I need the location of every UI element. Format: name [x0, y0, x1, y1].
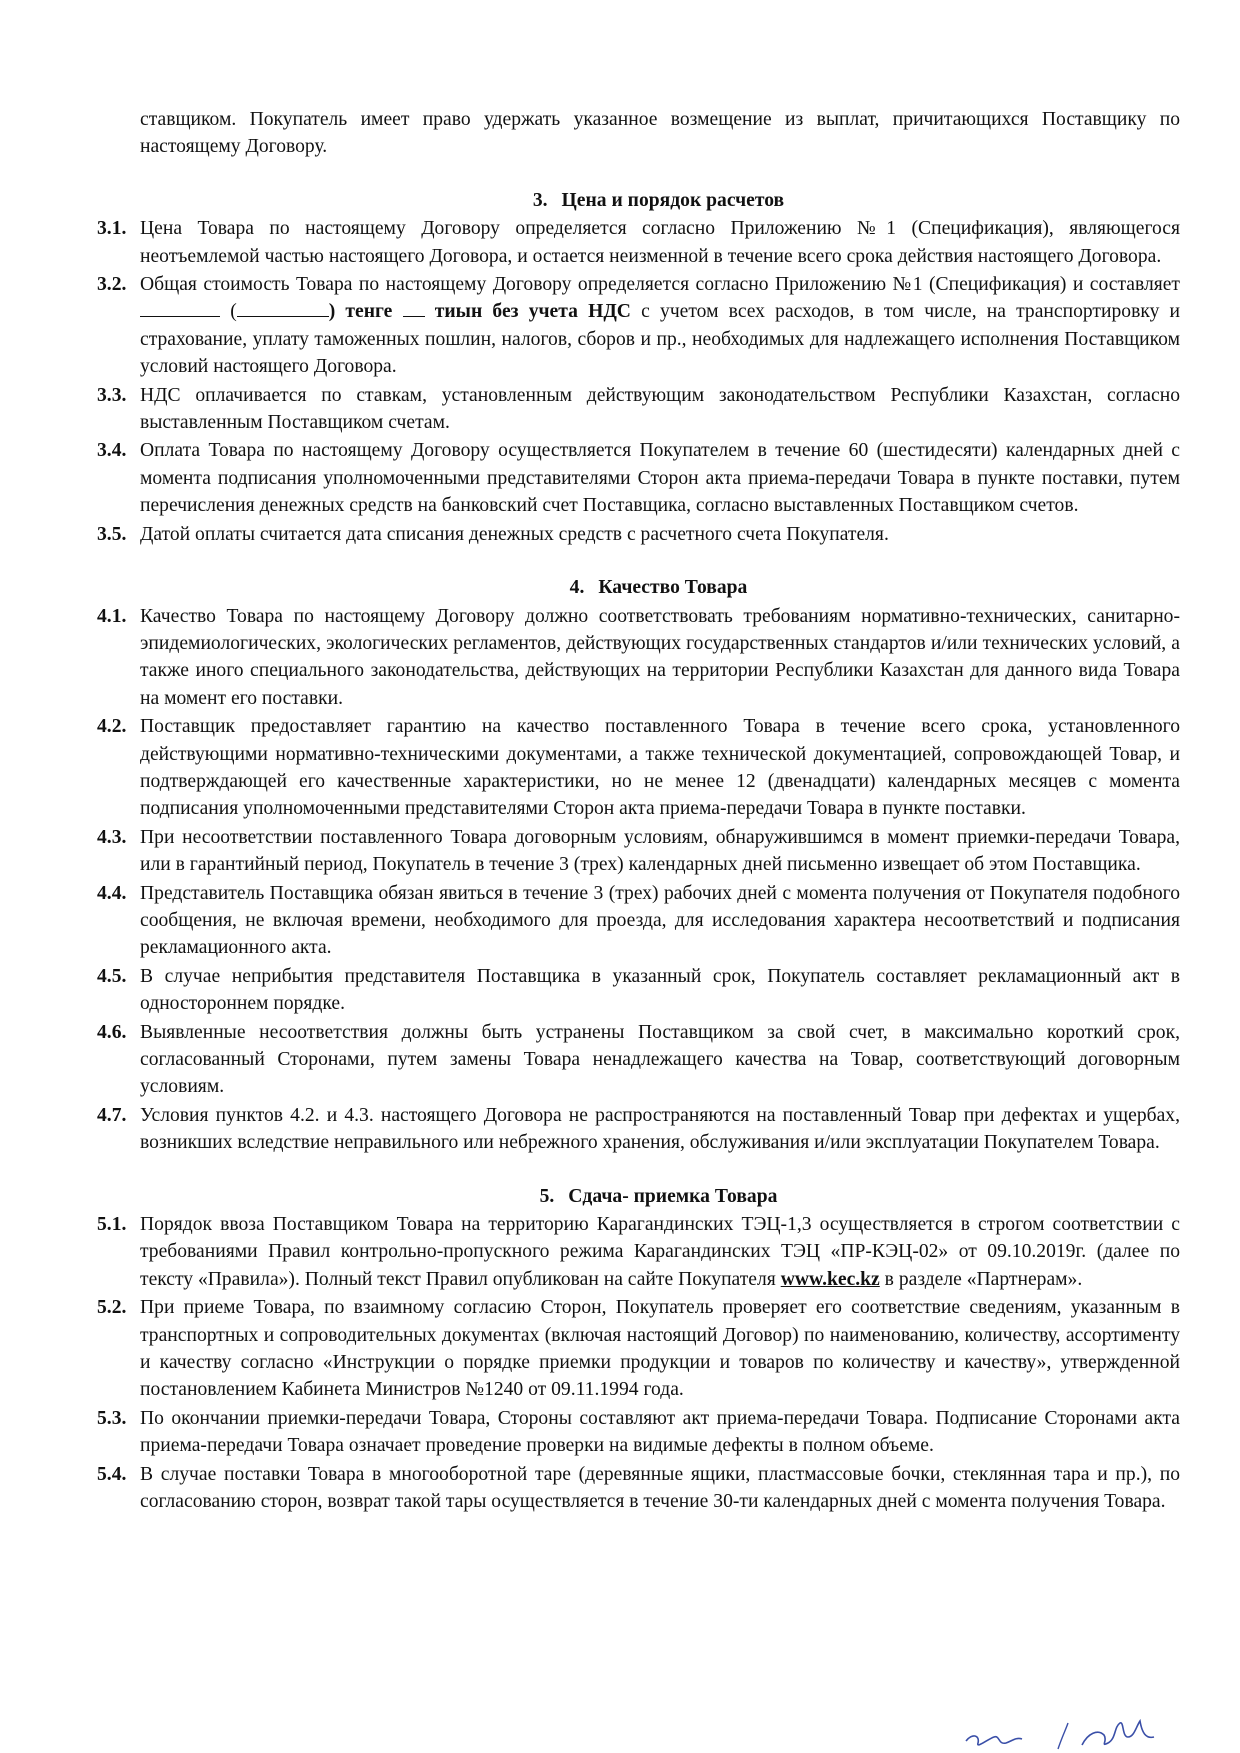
intro-paragraph: ставщиком. Покупатель имеет право удержать указанное возмещение из выплат, причитающихся Поставщику по настоящему Договору. [140, 109, 1180, 158]
section-title: 4. Качество Товара [569, 577, 748, 599]
clause-4-5: 4.5. В случае неприбытия представителя Поставщика в указанный срок, Покупатель составляет рекламационный акт в одностороннем порядке. [97, 965, 1180, 1015]
clause-4-7: 4.7. Условия пунктов 4.2. и 4.3. настоящего Договора не распространяются на поставленный Товар при дефектах и ущербах, возникших вследствие неправильного или небрежного хранения, обслуживания и/или эксплуатации Покупателем Товара. [97, 1104, 1180, 1154]
clause-5-2: 5.2. При приеме Товара, по взаимному согласию Сторон, Покупатель проверяет его соответствие сведениям, указанным в транспортных и сопроводительных документах (включая настоящий Договор) по наименованию, количеству, ассортименту и качеству согласно «Инструкции о порядке приемки продукции и товаров по количеству и качеству», утвержденной постановлением Кабинета Министров №1240 от 09.11.1994 года. [97, 1297, 1180, 1401]
clause-3-2: 3.2. Общая стоимость Товара по настоящему Договору определяется согласно Приложению №1 (Спецификация) и составляет ( ) тенге тиын без учета НДС с учетом всех расходов, в том числе, на транспортировку и страхование, уплату таможенных пошлин, налогов, сборов и пр., необходимых для надлежащего исполнения Поставщиком условий настоящего Договора. [97, 274, 1181, 378]
clause-5-3: 5.3. По окончании приемки-передачи Товара, Стороны составляют акт приема-передачи Товара. Подписание Сторонами акта приема-передачи Товара означает проведение проверки на видимые дефекты в полном объеме. [97, 1407, 1180, 1457]
clause-4-4: 4.4. Представитель Поставщика обязан явиться в течение 3 (трех) рабочих дней с момента получения от Покупателя подобного сообщения, не включая времени, необходимого для проезда, для исследования характера несоответствий и подписания рекламационного акта. [97, 882, 1180, 959]
tyin-blank [403, 298, 425, 317]
section-title: 5. Сдача- приемка Товара [539, 1185, 778, 1207]
price-blank [140, 298, 220, 317]
clause-3-4: 3.4. Оплата Товара по настоящему Договору осуществляется Покупателем в течение 60 (шестидесяти) календарных дней с момента подписания уполномоченными представителями Сторон акта приема-передачи Товара в пункте поставки, путем перечисления денежных средств на банковский счет Поставщика, согласно выставленных Поставщиком счетов. [97, 440, 1180, 517]
section-title: 3. Цена и порядок расчетов [532, 189, 785, 211]
section-4 [97, 574, 1180, 1157]
clause-4-2: 4.2. Поставщик предоставляет гарантию на качество поставленного Товара в течение всего срока, установленного действующими нормативно-техническими документами, а также технической документацией, сопровождающей Товар, и подтверждающей его качественные характеристики, но не менее 12 (двенадцати) календарных месяцев с момента подписания уполномоченными представителями Сторон акта приема-передачи Товара в пункте поставки. [97, 716, 1180, 820]
website-link[interactable]: www.kec.kz [780, 1268, 880, 1290]
clause-5-1: 5.1. Порядок ввоза Поставщиком Товара на территорию Карагандинских ТЭЦ-1,3 осуществляется в строгом соответствии с требованиями Правил контрольно-пропускного режима Карагандинских ТЭЦ «ПР-КЭЦ-02» от 09.10.2019г. (далее по тексту «Правила»). Полный текст Правил опубликован на сайте Покупателя www.kec.kz в разделе «Партнерам». [97, 1214, 1180, 1290]
clause-3-5: 3.5. Датой оплаты считается дата списания денежных средств с расчетного счета Покупателя. [97, 523, 889, 545]
section-5 [97, 1183, 1180, 1516]
clause-4-6: 4.6. Выявленные несоответствия должны быть устранены Поставщиком за свой счет, в максимально короткий срок, согласованный Сторонами, путем замены Товара ненадлежащего качества на Товар, соответствующий договорным условиям. [97, 1021, 1180, 1098]
clause-5-4: 5.4. В случае поставки Товара в многооборотной таре (деревянные ящики, пластмассовые бочки, стеклянная тара и пр.), по согласованию сторон, возврат такой тары осуществляется в течение 30-ти календарных дней с момента получения Товара. [97, 1463, 1180, 1513]
handwritten-signatures [958, 1693, 1178, 1753]
clause-3-1: 3.1. Цена Товара по настоящему Договору определяется согласно Приложению №1 (Спецификация), являющегося неотъемлемой частью настоящего Договора, и остается неизменной в течение всего срока действия настоящего Договора. [97, 218, 1180, 267]
section-3 [97, 187, 1180, 548]
clause-4-3: 4.3. При несоответствии поставленного Товара договорным условиям, обнаружившимся в момент приемки-передачи Товара, или в гарантийный период, Покупатель в течение 3 (трех) календарных дней письменно извещает об этом Поставщика. [97, 826, 1180, 876]
price-words-blank [237, 298, 329, 317]
clause-3-3: 3.3. НДС оплачивается по ставкам, установленным действующим законодательством Республики Казахстан, согласно выставленным Поставщиком счетам. [97, 384, 1180, 434]
clause-4-1: 4.1. Качество Товара по настоящему Договору должно соответствовать требованиям нормативно-технических, санитарно-эпидемиологических, экологических регламентов, действующих государственных стандартов и/или технических условий, а также иного специального законодательства, действующих на территории Республики Казахстан для данного вида Товара на момент его поставки. [97, 605, 1180, 709]
